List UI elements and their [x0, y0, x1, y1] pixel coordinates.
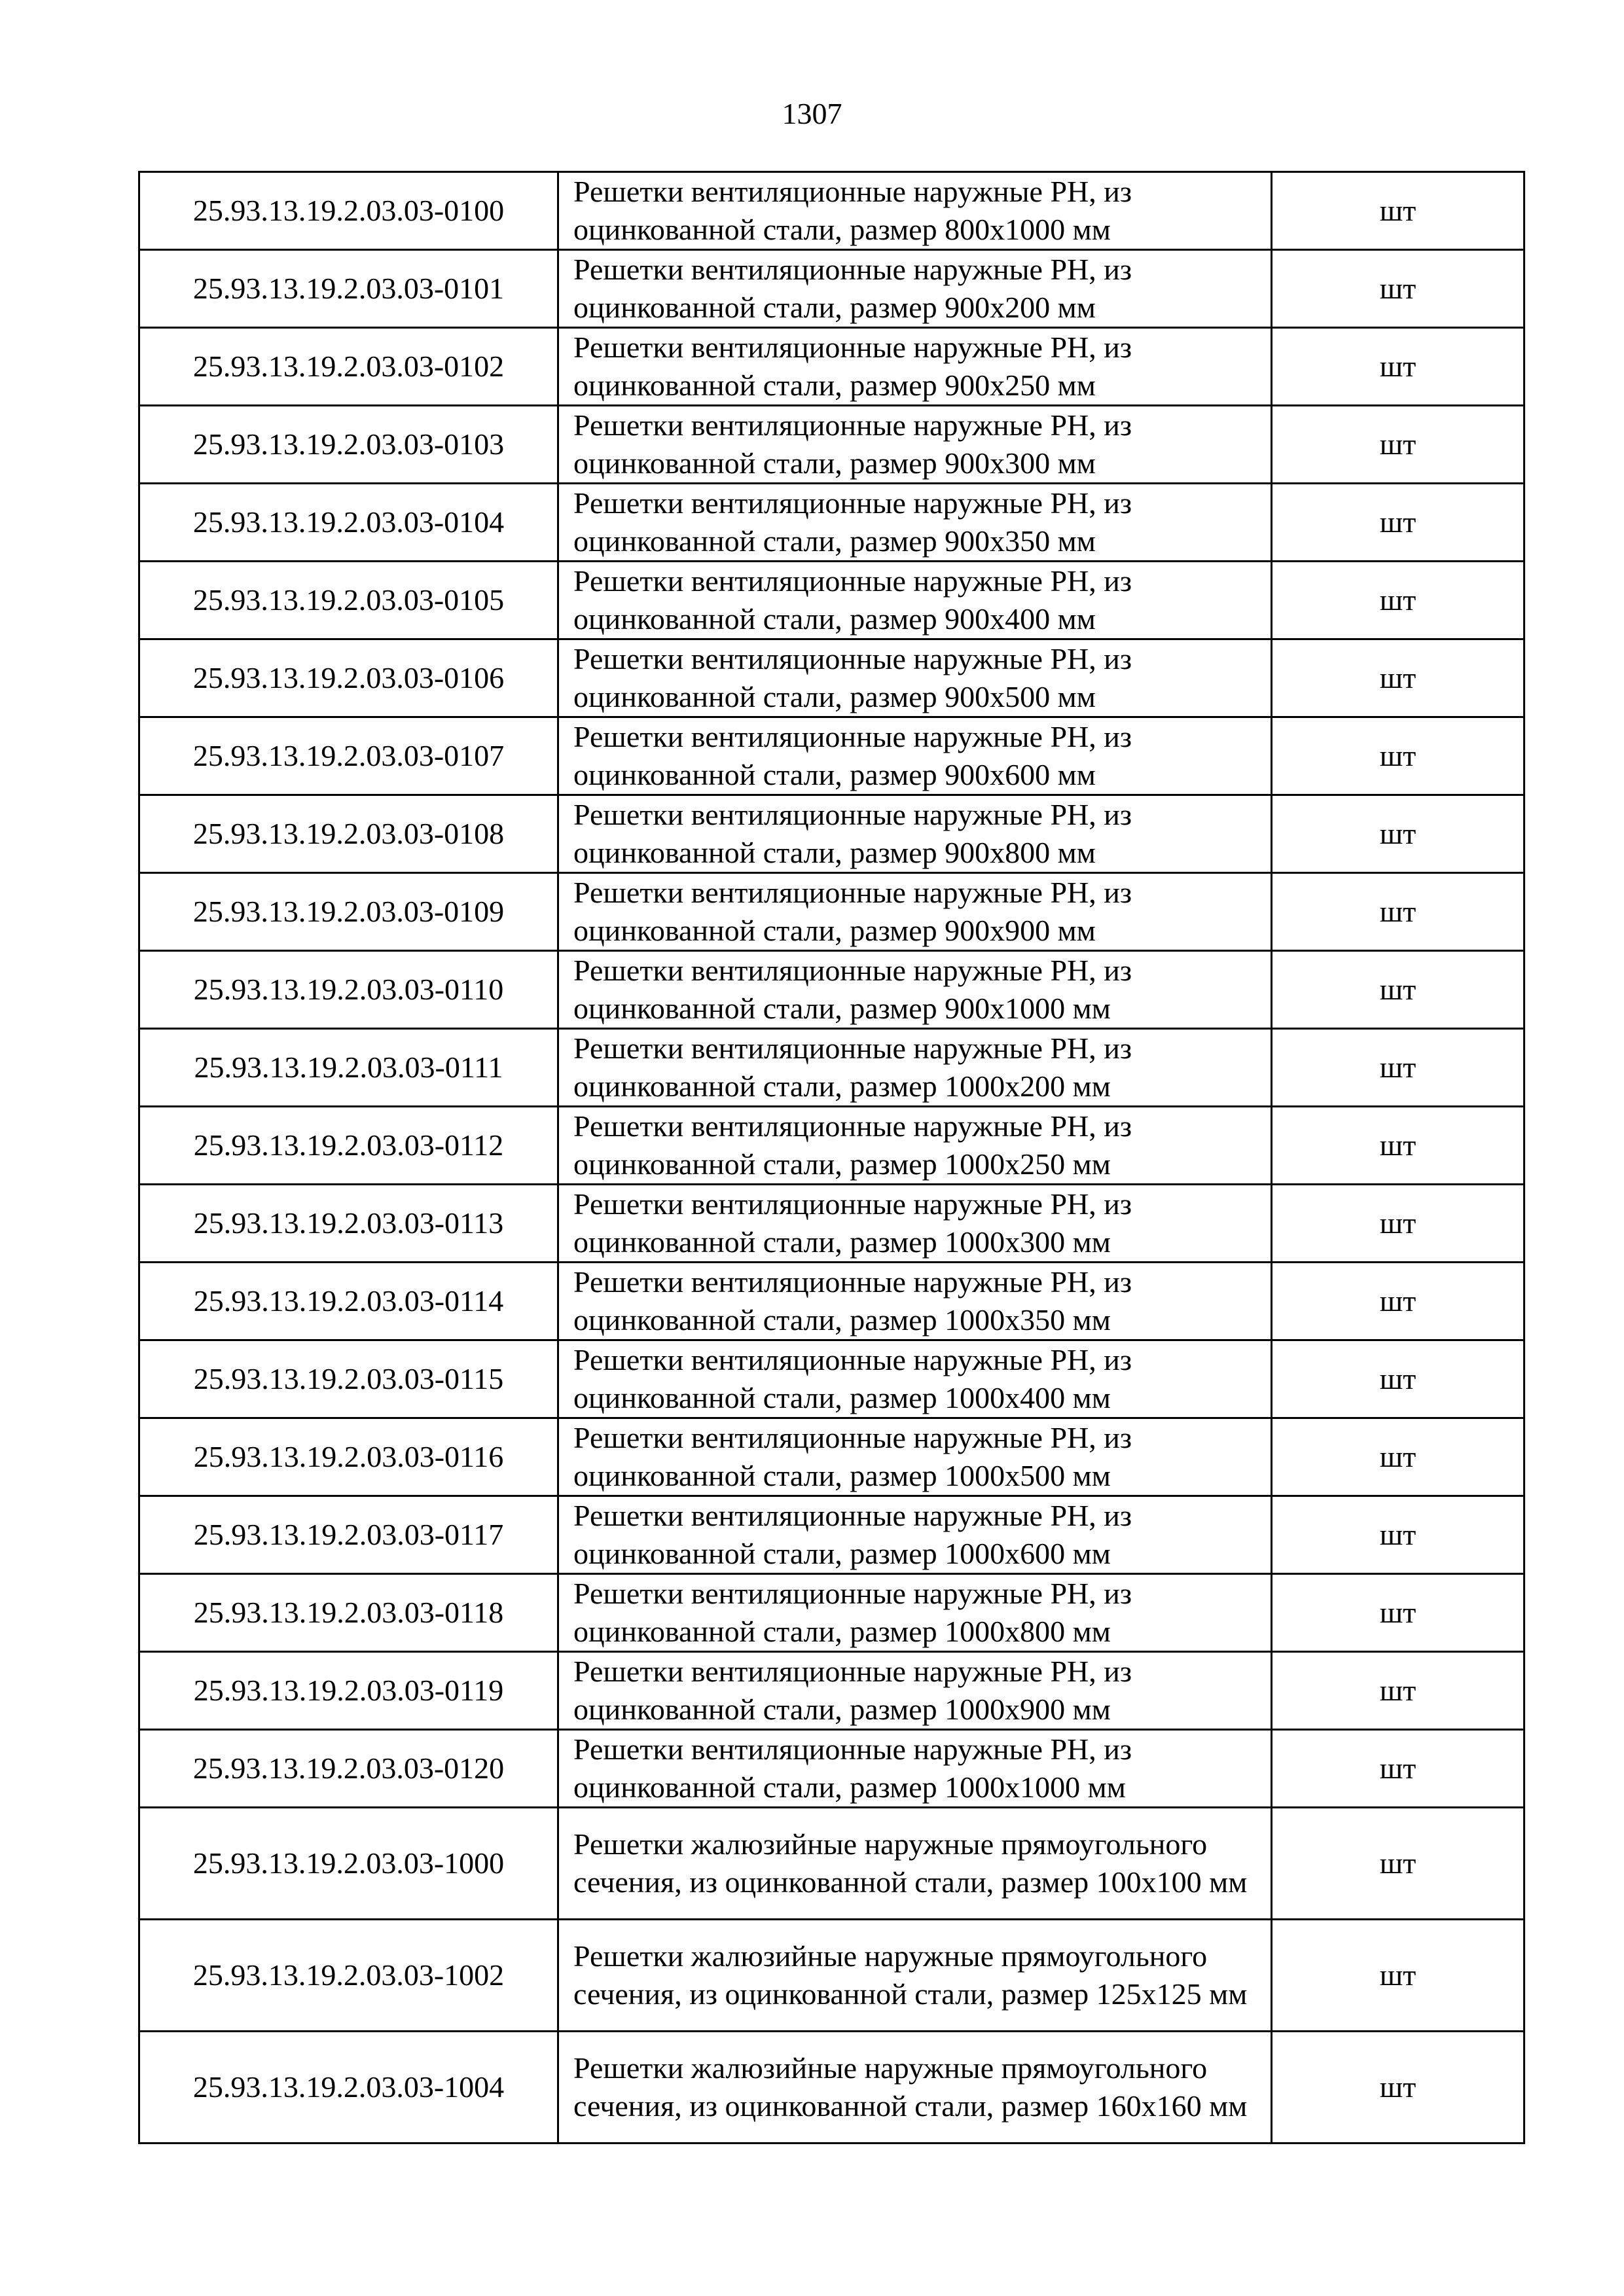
row-name: Решетки вентиляционные наружные РН, из оцинкованной стали, размер 900x300 мм [558, 406, 1272, 484]
row-name: Решетки вентиляционные наружные РН, из оцинкованной стали, размер 1000x1000 мм [558, 1730, 1272, 1808]
row-code: 25.93.13.19.2.03.03-0116 [139, 1418, 558, 1496]
row-unit: шт [1272, 406, 1525, 484]
table-row [139, 873, 1525, 951]
table-row [139, 1574, 1525, 1652]
row-code: 25.93.13.19.2.03.03-0111 [139, 1029, 558, 1107]
row-unit: шт [1272, 717, 1525, 795]
row-code: 25.93.13.19.2.03.03-0120 [139, 1730, 558, 1808]
row-code: 25.93.13.19.2.03.03-0108 [139, 795, 558, 873]
row-unit: шт [1272, 795, 1525, 873]
row-code: 25.93.13.19.2.03.03-0114 [139, 1263, 558, 1340]
row-code: 25.93.13.19.2.03.03-0109 [139, 873, 558, 951]
row-unit: шт [1272, 873, 1525, 951]
row-name: Решетки вентиляционные наружные РН, из оцинкованной стали, размер 1000x200 мм [558, 1029, 1272, 1107]
row-unit: шт [1272, 1107, 1525, 1185]
row-unit: шт [1272, 1920, 1525, 2032]
row-code: 25.93.13.19.2.03.03-1004 [139, 2032, 558, 2144]
table-row [139, 1107, 1525, 1185]
row-name: Решетки вентиляционные наружные РН, из оцинкованной стали, размер 900x1000 мм [558, 951, 1272, 1029]
row-name: Решетки вентиляционные наружные РН, из оцинкованной стали, размер 900x400 мм [558, 562, 1272, 639]
row-unit: шт [1272, 562, 1525, 639]
row-code: 25.93.13.19.2.03.03-1002 [139, 1920, 558, 2032]
row-unit: шт [1272, 1029, 1525, 1107]
row-unit: шт [1272, 2032, 1525, 2144]
table-row [139, 406, 1525, 484]
table-row [139, 1185, 1525, 1263]
row-code: 25.93.13.19.2.03.03-1000 [139, 1808, 558, 1920]
table-row [139, 562, 1525, 639]
row-unit: шт [1272, 1808, 1525, 1920]
row-unit: шт [1272, 1496, 1525, 1574]
row-name: Решетки вентиляционные наружные РН, из оцинкованной стали, размер 1000x500 мм [558, 1418, 1272, 1496]
row-code: 25.93.13.19.2.03.03-0106 [139, 639, 558, 717]
row-unit: шт [1272, 484, 1525, 562]
table-row [139, 1920, 1525, 2032]
row-unit: шт [1272, 1730, 1525, 1808]
table-row [139, 1418, 1525, 1496]
row-unit: шт [1272, 328, 1525, 406]
row-unit: шт [1272, 1185, 1525, 1263]
table-row [139, 1263, 1525, 1340]
row-name: Решетки вентиляционные наружные РН, из оцинкованной стали, размер 1000x600 мм [558, 1496, 1272, 1574]
row-code: 25.93.13.19.2.03.03-0118 [139, 1574, 558, 1652]
row-name: Решетки вентиляционные наружные РН, из оцинкованной стали, размер 900x900 мм [558, 873, 1272, 951]
row-name: Решетки жалюзийные наружные прямоугольного сечения, из оцинкованной стали, размер 160x160 мм [558, 2032, 1272, 2144]
table-row [139, 484, 1525, 562]
table-row [139, 795, 1525, 873]
row-name: Решетки вентиляционные наружные РН, из оцинкованной стали, размер 1000x900 мм [558, 1652, 1272, 1730]
table-row [139, 1730, 1525, 1808]
row-name: Решетки вентиляционные наружные РН, из оцинкованной стали, размер 900x350 мм [558, 484, 1272, 562]
row-unit: шт [1272, 1340, 1525, 1418]
row-name: Решетки вентиляционные наружные РН, из оцинкованной стали, размер 900x800 мм [558, 795, 1272, 873]
row-name: Решетки жалюзийные наружные прямоугольного сечения, из оцинкованной стали, размер 100x100 мм [558, 1808, 1272, 1920]
row-name: Решетки вентиляционные наружные РН, из оцинкованной стали, размер 1000x800 мм [558, 1574, 1272, 1652]
table-row [139, 1340, 1525, 1418]
table-row [139, 717, 1525, 795]
row-name: Решетки вентиляционные наружные РН, из оцинкованной стали, размер 900x200 мм [558, 250, 1272, 328]
row-unit: шт [1272, 951, 1525, 1029]
page-number: 1307 [782, 97, 842, 130]
table-row [139, 328, 1525, 406]
table-row [139, 1808, 1525, 1920]
table-row [139, 639, 1525, 717]
row-code: 25.93.13.19.2.03.03-0115 [139, 1340, 558, 1418]
row-unit: шт [1272, 1652, 1525, 1730]
row-code: 25.93.13.19.2.03.03-0107 [139, 717, 558, 795]
table-row [139, 1029, 1525, 1107]
row-code: 25.93.13.19.2.03.03-0110 [139, 951, 558, 1029]
row-code: 25.93.13.19.2.03.03-0105 [139, 562, 558, 639]
row-code: 25.93.13.19.2.03.03-0117 [139, 1496, 558, 1574]
row-code: 25.93.13.19.2.03.03-0102 [139, 328, 558, 406]
row-code: 25.93.13.19.2.03.03-0101 [139, 250, 558, 328]
row-name: Решетки вентиляционные наружные РН, из оцинкованной стали, размер 1000x350 мм [558, 1263, 1272, 1340]
row-unit: шт [1272, 250, 1525, 328]
row-unit: шт [1272, 172, 1525, 250]
row-unit: шт [1272, 1418, 1525, 1496]
row-name: Решетки вентиляционные наружные РН, из оцинкованной стали, размер 1000x300 мм [558, 1185, 1272, 1263]
row-name: Решетки вентиляционные наружные РН, из оцинкованной стали, размер 900x250 мм [558, 328, 1272, 406]
price-table [138, 171, 1525, 2144]
row-name: Решетки жалюзийные наружные прямоугольного сечения, из оцинкованной стали, размер 125x125 мм [558, 1920, 1272, 2032]
row-code: 25.93.13.19.2.03.03-0113 [139, 1185, 558, 1263]
row-code: 25.93.13.19.2.03.03-0119 [139, 1652, 558, 1730]
row-unit: шт [1272, 1574, 1525, 1652]
row-code: 25.93.13.19.2.03.03-0103 [139, 406, 558, 484]
table-row [139, 2032, 1525, 2144]
table-row [139, 172, 1525, 250]
row-code: 25.93.13.19.2.03.03-0112 [139, 1107, 558, 1185]
row-unit: шт [1272, 639, 1525, 717]
table-row [139, 1652, 1525, 1730]
row-name: Решетки вентиляционные наружные РН, из оцинкованной стали, размер 1000x250 мм [558, 1107, 1272, 1185]
row-name: Решетки вентиляционные наружные РН, из оцинкованной стали, размер 900x600 мм [558, 717, 1272, 795]
row-name: Решетки вентиляционные наружные РН, из оцинкованной стали, размер 1000x400 мм [558, 1340, 1272, 1418]
table-row [139, 1496, 1525, 1574]
table-row [139, 250, 1525, 328]
row-name: Решетки вентиляционные наружные РН, из оцинкованной стали, размер 900x500 мм [558, 639, 1272, 717]
row-code: 25.93.13.19.2.03.03-0100 [139, 172, 558, 250]
row-name: Решетки вентиляционные наружные РН, из оцинкованной стали, размер 800x1000 мм [558, 172, 1272, 250]
table-row [139, 951, 1525, 1029]
row-code: 25.93.13.19.2.03.03-0104 [139, 484, 558, 562]
row-unit: шт [1272, 1263, 1525, 1340]
